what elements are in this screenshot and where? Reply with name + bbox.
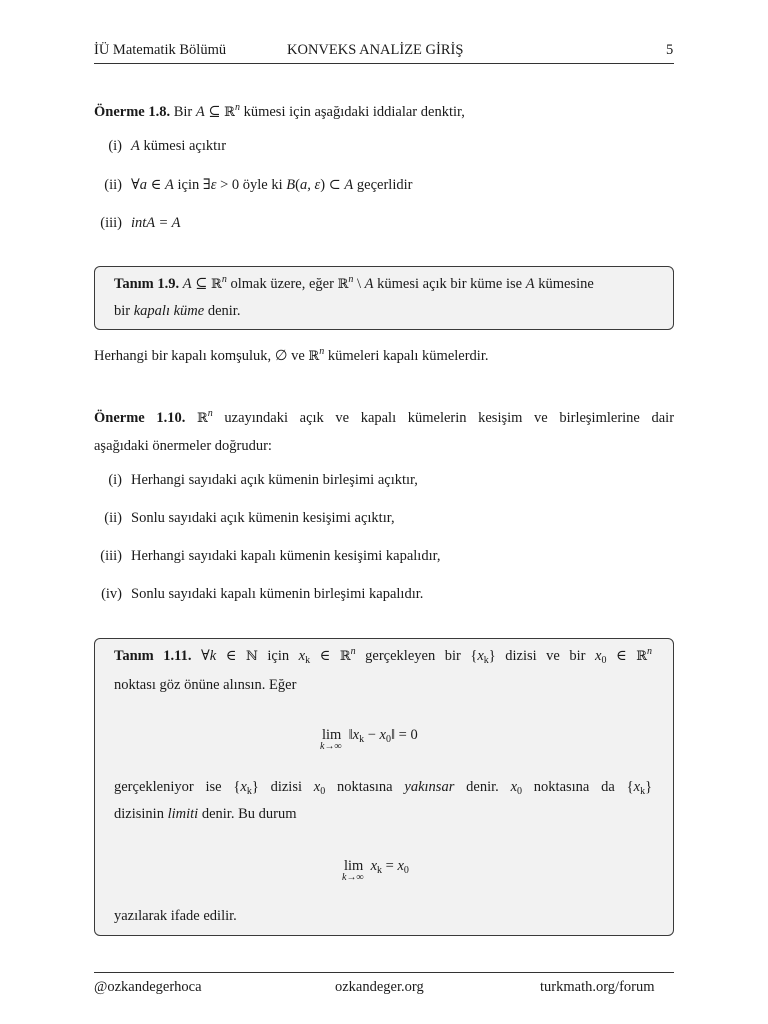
header-left: İÜ Matematik Bölümü [94, 42, 227, 58]
text: kümesi açık bir küme ise [377, 276, 523, 292]
definition-1-11-line2: noktası göz önüne alınsın. Eğer [114, 677, 297, 693]
text: kümesine [538, 276, 594, 292]
text: kümesi açıktır [143, 138, 227, 154]
text: ve [291, 348, 305, 364]
item-label: (i) [108, 138, 122, 154]
text: bir [114, 303, 131, 319]
text: için [177, 177, 200, 193]
definition-1-11-line3: gerçekleniyor ise $\{x_k\}$ dizisi $x_0$ noktasına yakınsar denir. $x_0$ noktasına da $\{x_k\}$ [114, 779, 653, 797]
proposition-title: Önerme 1.10. [94, 410, 186, 426]
equation-limit: lim k→∞ $x_k = x_0$ [342, 858, 409, 883]
lim-subscript: k→∞ [320, 741, 342, 752]
text: geçerlidir [356, 177, 413, 193]
header-rule [94, 63, 674, 64]
text: denir. Bu durum [201, 806, 297, 822]
definition-1-11-line5: yazılarak ifade edilir. [114, 908, 237, 924]
proposition-1-8: Önerme 1.8. Bir A ⊆ ℝ$^n$ kümesi için aşağıdaki iddialar denktir, [94, 102, 465, 120]
text: için [267, 648, 290, 664]
text: dizisinin [114, 806, 164, 822]
item-label: (ii) [104, 510, 122, 526]
text: gerçekleyen bir [365, 648, 461, 664]
text: noktasına [337, 779, 393, 795]
page-number: 5 [666, 42, 674, 58]
text: noktasına da [533, 779, 615, 795]
text: kümeleri kapalı kümelerdir. [327, 348, 489, 364]
footer-rule [94, 972, 674, 973]
remark: Herhangi bir kapalı komşuluk, ∅ ve ℝ$^n$ kümeleri kapalı kümelerdir. [94, 346, 489, 364]
definition-1-11-line4 [114, 806, 296, 823]
list-item: Herhangi sayıdaki açık kümenin birleşimi açıktır, [131, 472, 418, 488]
definition-title: Tanım 1.9. [114, 276, 180, 292]
text: öyle ki [242, 177, 283, 193]
emphasis: limiti [167, 806, 199, 822]
lim-operator: lim [344, 858, 364, 874]
text: kümesi için aşağıdaki iddialar denktir, [243, 104, 465, 120]
text: dizisi ve bir [505, 648, 586, 664]
item-label: (ii) [104, 177, 122, 193]
text: olmak üzere, eğer [230, 276, 334, 292]
definition-title: Tanım 1.11. [114, 648, 192, 664]
footer-right: turkmath.org/forum [540, 979, 655, 995]
list-item: ∀a ∈ A için ∃ε > 0 öyle ki B(a, ε) ⊂ A geçerlidir [131, 177, 413, 193]
footer-center: ozkandeger.org [335, 979, 424, 995]
proposition-1-10-line1: Önerme 1.10. ℝ$^n$ uzayındaki açık ve kapalı kümelerin kesişim ve birleşimlerine dair [94, 408, 675, 426]
definition-1-11-line1: Tanım 1.11. ∀k ∈ ℕ için $x_k$ ∈ ℝ$^n$ gerçekleyen bir $\{x_k\}$ dizisi ve bir $x_0$ ∈ ℝ$^n$ [114, 646, 653, 666]
emphasis: kapalı küme [133, 303, 205, 319]
header-title: KONVEKS ANALİZE GİRİŞ [287, 42, 464, 58]
text: Herhangi bir kapalı komşuluk, [94, 348, 272, 364]
lim-subscript: k→∞ [342, 872, 364, 883]
list-item: Herhangi sayıdaki kapalı kümenin kesişimi kapalıdır, [131, 548, 441, 564]
text: denir. [466, 779, 499, 795]
item-label: (iii) [100, 215, 122, 231]
definition-1-9-line2 [114, 303, 240, 320]
proposition-1-10-line2: aşağıdaki önermeler doğrudur: [94, 438, 272, 454]
lim-operator: lim [322, 727, 342, 743]
text: uzayındaki açık ve kapalı kümelerin kesişim ve birleşimlerine dair [224, 410, 675, 426]
item-label: (iv) [101, 586, 122, 602]
proposition-title: Önerme 1.8. [94, 104, 171, 120]
item-label: (i) [108, 472, 122, 488]
item-label: (iii) [100, 548, 122, 564]
emphasis: yakınsar [404, 779, 455, 795]
equation-limit-norm: lim k→∞ $‖x_k$ − $x_0‖ = 0$ [320, 727, 418, 752]
text: denir. [207, 303, 241, 319]
list-item: Sonlu sayıdaki açık kümenin kesişimi açıktır, [131, 510, 395, 526]
text: gerçekleniyor ise [114, 779, 222, 795]
list-item-math: intA = A [131, 215, 181, 231]
list-item: A kümesi açıktır [131, 138, 227, 154]
footer-left: @ozkandegerhoca [94, 979, 202, 995]
text: dizisi [270, 779, 302, 795]
list-item: Sonlu sayıdaki kapalı kümenin birleşimi kapalıdır. [131, 586, 424, 602]
definition-1-9-line1: Tanım 1.9. A ⊆ ℝ$^n$ olmak üzere, eğer ℝ$^n$ \ A kümesi açık bir küme ise A kümesine [114, 274, 594, 292]
text: Bir [173, 104, 193, 120]
